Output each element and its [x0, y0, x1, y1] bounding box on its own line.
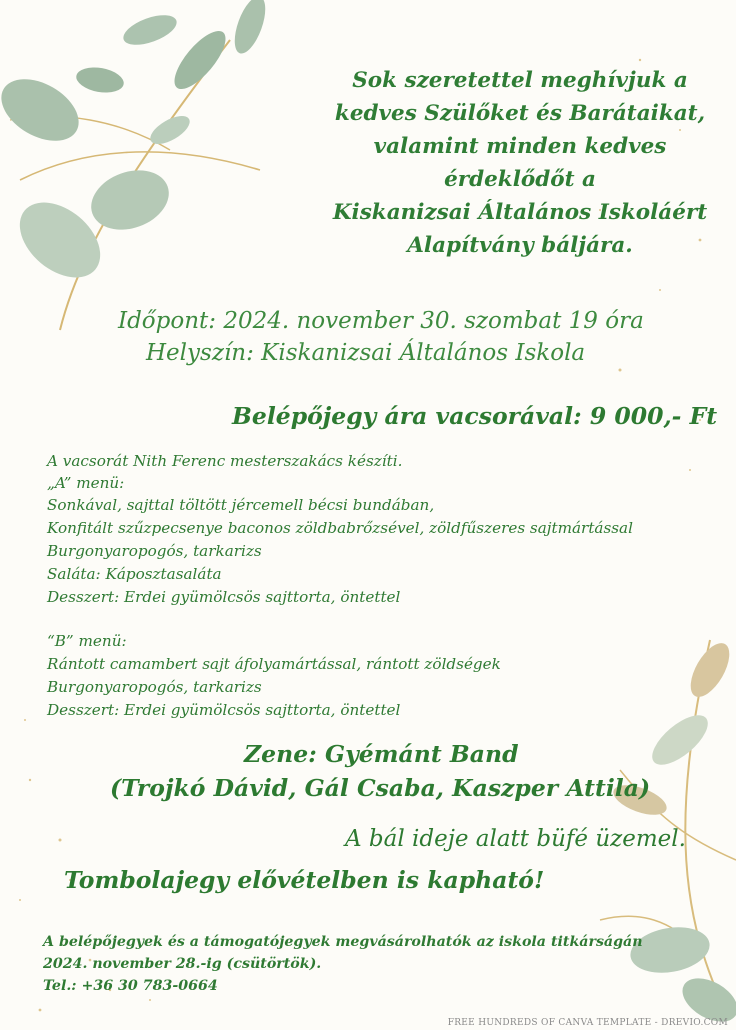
menu-b-item: Burgonyaropogós, tarkarizs [47, 678, 262, 696]
menu-b-title: “B” menü: [47, 632, 127, 650]
menu-a-item: Burgonyaropogós, tarkarizs [47, 542, 262, 560]
event-venue: Helyszín: Kiskanizsai Általános Iskola [146, 340, 586, 366]
menu-a-item: Saláta: Káposztasaláta [47, 565, 222, 583]
intro-line-3: valamint minden kedves [373, 134, 667, 159]
menu-b-item: Rántott camambert sajt áfolyamártással, rántott zöldségek [47, 655, 501, 673]
menu-chef: A vacsorát Nith Ferenc mesterszakács készíti. [47, 452, 403, 470]
menu-a-title: „A” menü: [47, 474, 125, 492]
menu-b-item: Desszert: Erdei gyümölcsös sajttorta, öntettel [47, 701, 401, 719]
intro-line-2: kedves Szülőket és Barátaikat, [334, 101, 706, 126]
intro-line-4: érdeklődőt a [444, 167, 596, 192]
template-credit: FREE HUNDREDS OF CANVA TEMPLATE - DREVIO.COM [447, 1018, 728, 1028]
ticket-price: Belépőjegy ára vacsorával: 9 000,- Ft [232, 402, 718, 430]
raffle-note: Tombolajegy elővételben is kapható! [64, 866, 545, 894]
intro-line-1: Sok szeretettel meghívjuk a [352, 68, 688, 93]
intro-line-6: Alapítvány báljára. [407, 233, 633, 258]
buffet-note: A bál ideje alatt büfé üzemel. [345, 826, 686, 852]
footer-line-1: A belépőjegyek és a támogatójegyek megvásárolhatók az iskola titkárságán [43, 934, 643, 950]
menu-a-item: Konfitált szűzpecsenye baconos zöldbabrőzsével, zöldfűszeres sajtmártással [47, 519, 633, 537]
event-time: Időpont: 2024. november 30. szombat 19 óra [118, 308, 644, 334]
music-band: Zene: Gyémánt Band [244, 740, 519, 768]
footer-phone: Tel.: +36 30 783-0664 [43, 978, 218, 994]
music-members: (Trojkó Dávid, Gál Csaba, Kaszper Attila) [110, 774, 651, 802]
footer-line-2: 2024. november 28.-ig (csütörtök). [43, 956, 322, 972]
menu-a-item: Sonkával, sajttal töltött jércemell bécsi bundában, [47, 496, 435, 514]
intro-line-5: Kiskanizsai Általános Iskoláért [332, 200, 708, 225]
menu-a-item: Desszert: Erdei gyümölcsös sajttorta, öntettel [47, 588, 401, 606]
